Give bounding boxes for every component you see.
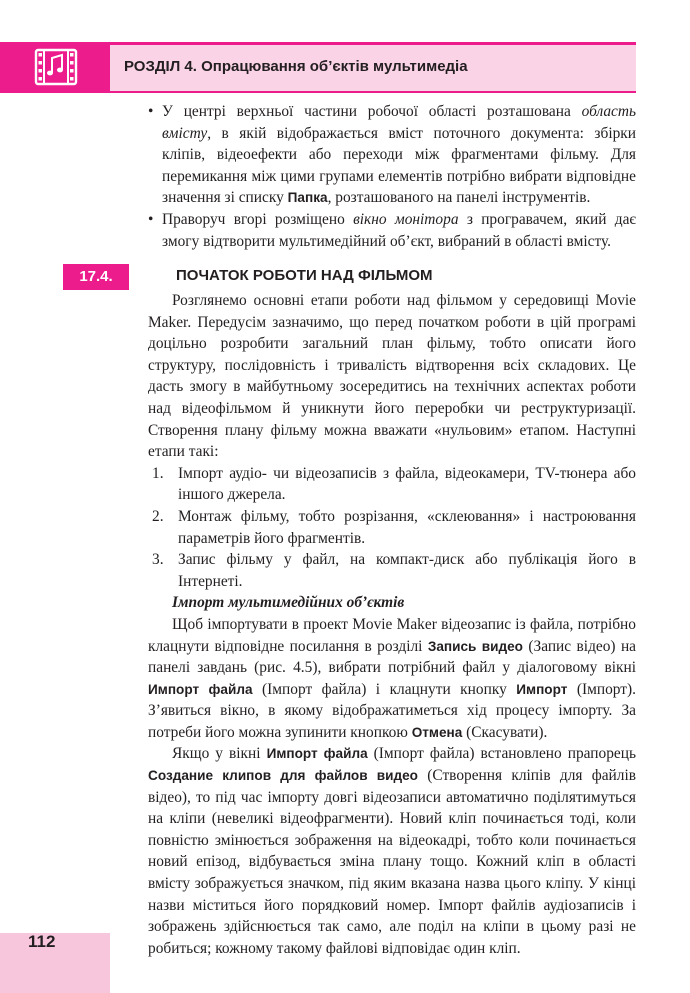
- clips-paragraph: Якщо у вікні Импорт файла (Імпорт файла) встановлено прапорець Создание клипов для файлов видео (Створення кліпів для файлів відео), то під час імпорту довгі відеозаписи автоматично поділятимуться на кліпи (невеликі відеофрагменти). Новий кліп починається тоді, коли повністю змінюється зображення на відеокадрі, тобто коли починається новий епізод, відбувається зміна плану тощо. Кожний кліп в області вмісту зображується значком, під яким вказана назва цього кліпу. У кінці назви міститься його порядковий номер. Імпорт файлів аудіозаписів і зображень здійснюється так само, але поділ на кліпи в цьому разі не робиться; кожному такому файлові відповідає один кліп.: [148, 745, 636, 957]
- subheading: Імпорт мультимедійних об’єктів: [172, 594, 405, 612]
- section-title: ПОЧАТОК РОБОТИ НАД ФІЛЬМОМ: [176, 267, 433, 284]
- list-item: 3. Запис фільму у файл, на компакт-диск або публікація його в Інтернеті.: [152, 551, 636, 590]
- chapter-title: РОЗДІЛ 4. Опрацювання об’єктів мультимедіа: [124, 58, 468, 75]
- bullet-list: [148, 101, 636, 252]
- list-item: 1. Імпорт аудіо- чи відеозаписів з файла, відеокамери, TV-тюнера або іншого джерела.: [152, 464, 636, 504]
- section-number-badge: 17.4.: [63, 264, 129, 290]
- intro-paragraph: Розглянемо основні етапи роботи над фільмом у середовищі Movie Maker. Передусім зазначимо, що перед початком роботи в цій програмі доцільно розробити загальний план фільму, тобто описати його структуру, послідовність і тривалість відтворення всіх складових. Це дасть змогу в майбутньому зосередитись на технічних аспектах роботи над відеофільмом й уникнути його переробки чи реструктуризації. Створення плану фільму можна вважати «нульовим» етапом. Наступні етапи такі:: [148, 292, 636, 461]
- list-item: • У центрі верхньої частини робочої області розташована область вмісту, в якій відображається вміст поточного документа: збірки кліпів, відеоефекти або переходи між фрагментами фільму. Для перемикання між цими групами елементів потрібно вибрати відповідне значення зі списку Папка, розташованого на панелі інструментів.: [148, 103, 636, 207]
- import-paragraph: Щоб імпортувати в проект Movie Maker відеозапис із файла, потрібно клацнути відповідне посилання в розділі Запись видео (Запис відео) на панелі завдань (рис. 4.5), вибрати потрібний файл у діалоговому вікні Импорт файла (Імпорт файла) і клацнути кнопку Импорт (Імпорт). З’явиться вікно, в якому відображатиметься хід процесу імпорту. За потреби його можна зупинити кнопкою Отмена (Скасувати).: [148, 615, 637, 741]
- header-icon-block: [0, 42, 110, 93]
- film-music-icon: [0, 42, 110, 93]
- list-item: • Праворуч вгорі розміщено вікно монітора з програвачем, який дає змогу відтворити мультимедійний об’єкт, вибраний в області вмісту.: [148, 210, 637, 250]
- page-number: 112: [28, 932, 56, 951]
- list-item: 2. Монтаж фільму, тобто розрізання, «склеювання» і настроювання параметрів його фрагментів.: [152, 507, 636, 547]
- section-body: [148, 290, 636, 959]
